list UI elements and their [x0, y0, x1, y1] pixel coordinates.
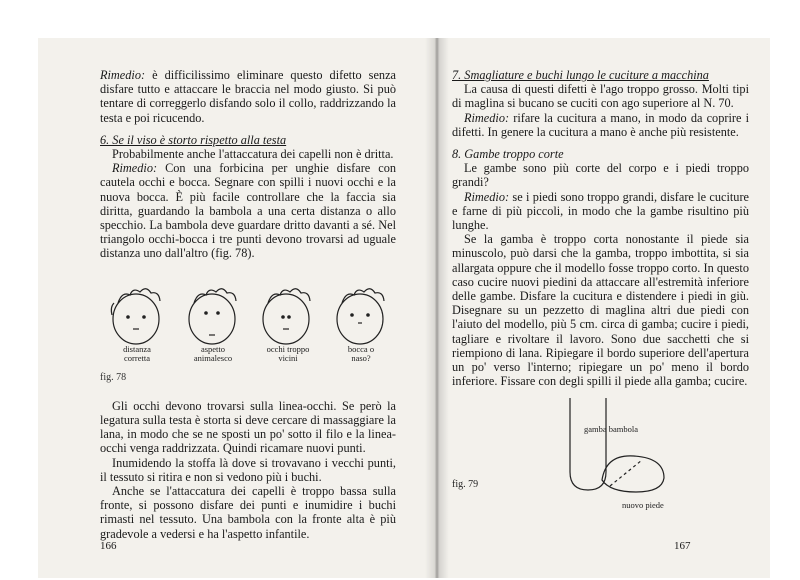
paragraph-text: è difficilissimo eliminare questo difetto senza disfare tutto e attaccare le braccia nel modo giusto. Si può tentare di correggerlo disfando solo il collo, raddrizzando la testa e poi ricucendo. — [100, 68, 396, 125]
book-spread — [38, 38, 770, 578]
paragraph-text: se i piedi sono troppo grandi, disfare le cuciture e farne di più piccoli, in modo che la gambe risultino più lunghe. — [452, 189, 749, 233]
page-number-right: 167 — [674, 540, 691, 552]
book-gutter — [425, 38, 449, 578]
leg-label: gamba bambola — [584, 424, 639, 435]
doll-leg-icon — [570, 398, 606, 490]
figure-label: fig. 79 — [452, 479, 479, 491]
paragraph: La causa di questi difetti è l'ago troppo grosso. Molti tipi di maglina si bucano se cuciti con ago superiore al N. 70. — [452, 82, 749, 111]
face-mouth-nose-icon — [337, 288, 384, 343]
paragraph-text: Con una forbicina per unghie disfare con cautela occhi e bocca. Segnare con spilli i nuovi occhi e la nuova bocca. È più facile controllare che la faccia sia diritta, guardando la bambola a una certa distanza o allo specchio. La bambola deve guardare dritto davanti a sé. Nel triangolo occhi-bocca i tre punti devono trovarsi ad uguale distanza uno dall'altro (fig. 78). — [100, 161, 396, 261]
right-page — [452, 68, 749, 512]
paragraph: Probabilmente anche l'attaccatura dei capelli non è dritta. — [112, 147, 394, 162]
face-close-eyes-icon — [263, 288, 310, 343]
new-foot-icon — [602, 456, 664, 492]
page-number-left: 166 — [100, 540, 117, 552]
paragraph: Inumidendo la stoffa là dove si trovavano i vecchi punti, il tessuto si ritira e non si vedono più i buchi. — [100, 455, 396, 484]
figure-79 — [452, 394, 749, 512]
paragraph: Anche se l'attaccatura dei capelli è troppo bassa sulla fronte, si possono disfare dei punti e inumidire i buchi rimasti nel tessuto. Una bambola con la fronte alta è più gradevole a vedersi e ha l'aspetto infantile. — [100, 484, 396, 541]
paragraph — [452, 111, 749, 139]
paragraph — [452, 190, 749, 233]
left-page — [100, 68, 396, 541]
paragraph — [100, 68, 396, 125]
caption-mouth-nose: bocca o naso? — [347, 343, 375, 364]
face-animal-icon — [189, 288, 236, 343]
rimedio-label: Rimedio: — [112, 161, 158, 176]
paragraph — [100, 161, 396, 260]
face-correct-icon — [111, 288, 160, 343]
rimedio-label: Rimedio: — [464, 110, 510, 125]
leg-foot-illustration — [452, 394, 749, 512]
paragraph: Se la gamba è troppo corta nonostante il piede sia minuscolo, può darsi che la gamba, troppo imbottita, si sia allargata oppure che il modello fosse troppo corto. In questo caso cucire nuovi piedini da attaccare all'estremità inferiore delle gambe. Disfare la cucitura e distendere i piedi in giù. Disegnare su un pezzetto di maglina altri due piedi con l'aiuto del modello, più 5 cm. circa di gamba; cucire i piedi, tagliare e rivoltare il lavoro. Sono due sacchetti che si riempiono di lana. Ripiegare il bordo superiore dell'apertura un po' verso l'interno; ripiegare un po' meno il bordo inferiore. Fissare con degli spilli il piede alla gamba; cucire. — [452, 232, 749, 389]
paragraph-text: rifare la cucitura a mano, in modo da coprire i difetti. In genere la cucitura a mano è anche più resistente. — [452, 110, 749, 139]
caption-close-eyes: occhi troppo vicini — [266, 343, 310, 364]
paragraph: Gli occhi devono trovarsi sulla linea-occhi. Se però la legatura sulla testa è storta si deve cercare di massaggiare la lana, in modo che se ne sposti un po' sotto il filo e la linea-occhi venga raddrizzata. Quindi ricamare nuovi punti. — [100, 398, 396, 456]
figure-label: fig. 78 — [100, 371, 127, 383]
rimedio-label: Rimedio: — [100, 68, 146, 82]
section-heading-7: 7. Smagliature e buchi lungo le cuciture a macchina — [452, 68, 709, 82]
figure-78-faces — [100, 273, 396, 365]
section-heading-6: 6. Se il viso è storto rispetto alla testa — [100, 132, 287, 147]
foot-label: nuovo piede — [622, 500, 664, 511]
paragraph: Le gambe sono più corte del corpo e i piedi troppo grandi? — [452, 161, 749, 190]
section-heading-8: 8. Gambe troppo corte — [452, 147, 564, 162]
caption-correct: distanza corretta — [123, 343, 151, 364]
caption-animal: aspetto animalesco — [193, 343, 233, 364]
rimedio-label: Rimedio: — [464, 189, 510, 204]
